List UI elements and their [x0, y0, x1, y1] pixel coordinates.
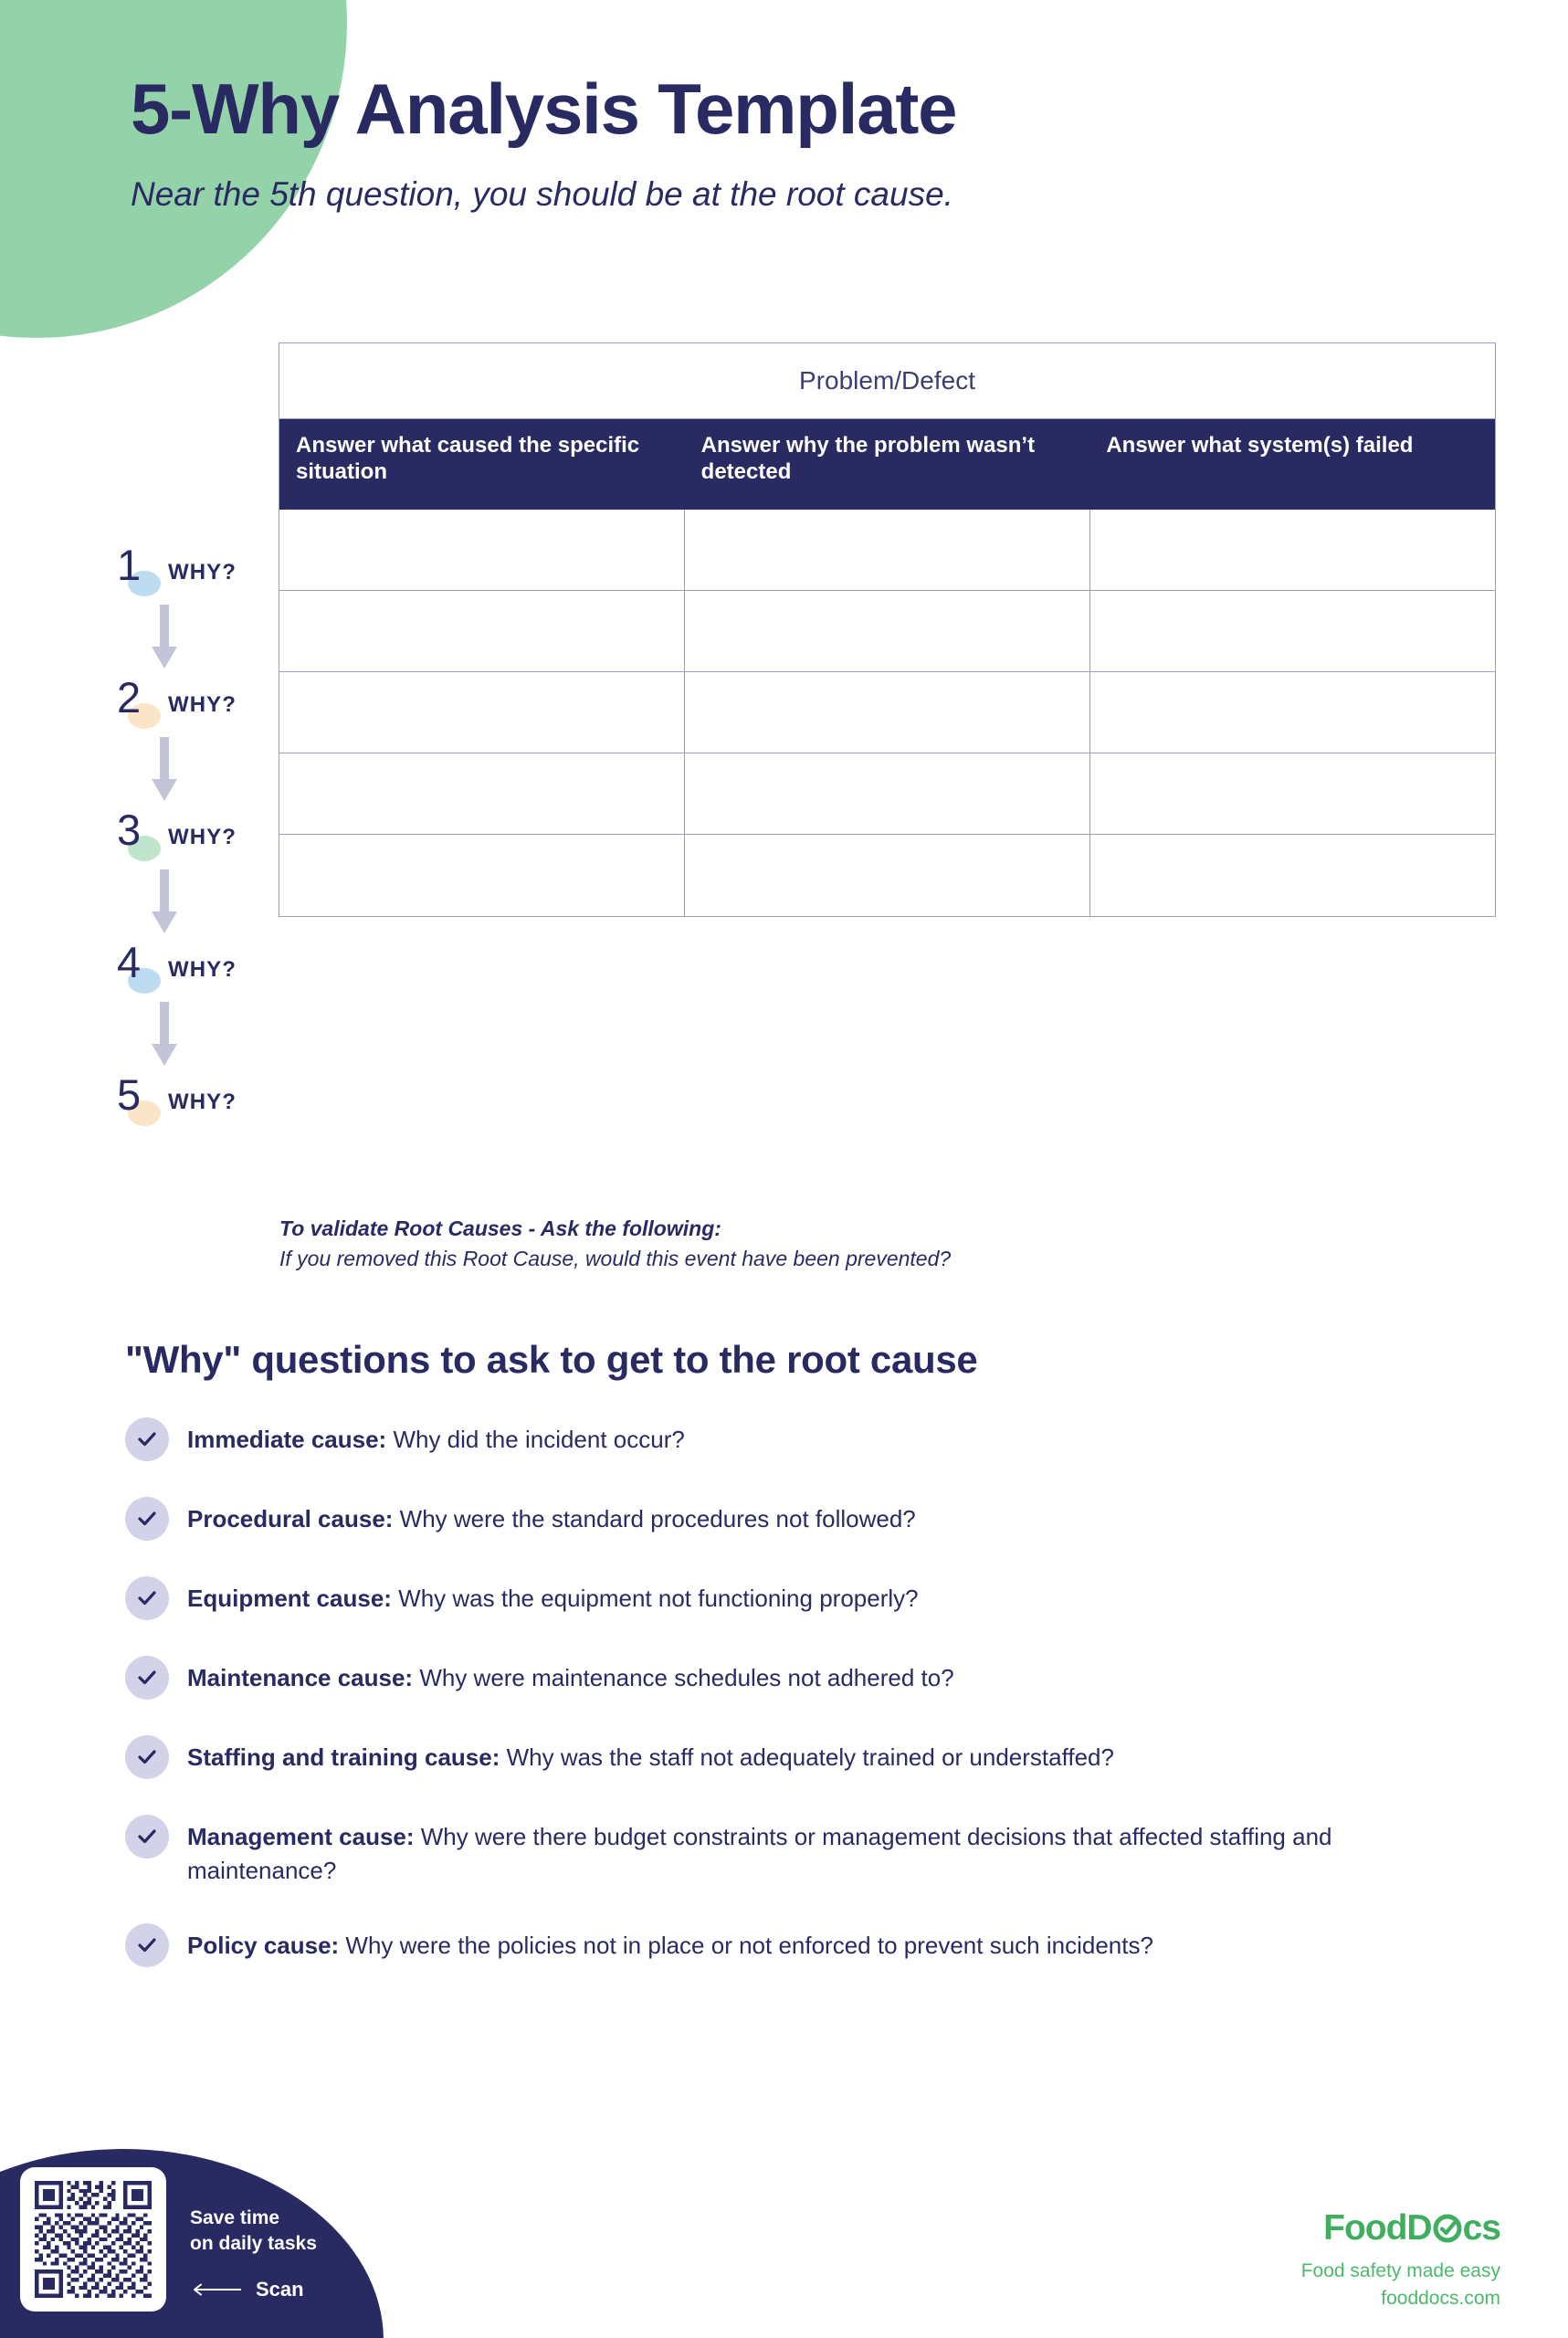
why-label-2: WHY?: [168, 692, 237, 717]
why-number-badge-3: [117, 806, 159, 863]
table-problem-header: [279, 343, 1495, 419]
validate-note: [279, 1214, 951, 1275]
table-row: [279, 835, 1495, 916]
answer-cell[interactable]: [1090, 672, 1495, 753]
why-steps-rail: [117, 541, 274, 1206]
answer-cell[interactable]: [685, 753, 1090, 834]
list-item: [125, 1922, 1477, 1967]
footer-promo-line-1: Save time: [190, 2207, 280, 2228]
logo-check-circle-icon: [1433, 2214, 1462, 2243]
why-step-3: [117, 806, 274, 942]
check-icon: [125, 1656, 169, 1700]
list-item-detail: Why did the incident occur?: [386, 1426, 685, 1453]
validate-note-question: If you removed this Root Cause, would this event have been prevented?: [279, 1247, 952, 1271]
answer-cell[interactable]: [1090, 835, 1495, 916]
footer-promo-line-2: on daily tasks: [190, 2232, 317, 2254]
footer-scan-row: [190, 2278, 317, 2301]
down-arrow-icon-3: [152, 869, 177, 937]
why-number-badge-5: [117, 1070, 159, 1128]
why-number-2: 2: [117, 673, 142, 721]
answer-cell[interactable]: [685, 591, 1090, 671]
why-label-1: WHY?: [168, 560, 237, 584]
fooddocs-logo-part2: cs: [1462, 2208, 1500, 2248]
list-item-text: [187, 1922, 1153, 1963]
list-item-detail: Why were there budget constraints or management decisions that affected staffing and maintenance?: [187, 1823, 1332, 1884]
answer-cell[interactable]: [685, 835, 1090, 916]
table-column-headers: [279, 419, 1495, 510]
column-header-3: Answer what system(s) failed: [1106, 433, 1414, 458]
why-step-4: [117, 938, 274, 1074]
list-item: [125, 1734, 1477, 1779]
why-number-3: 3: [117, 806, 142, 854]
five-why-table: [279, 342, 1496, 917]
down-arrow-icon-1: [152, 605, 177, 672]
list-item-term: Procedural cause:: [187, 1505, 394, 1532]
list-item-detail: Why were the policies not in place or not enforced to prevent such incidents?: [339, 1931, 1153, 1959]
answer-cell[interactable]: [685, 672, 1090, 753]
footer-scan-label: Scan: [256, 2278, 304, 2301]
brand-block: [1301, 2210, 1500, 2313]
why-questions-list: [125, 1416, 1477, 1967]
list-item-text: [187, 1814, 1477, 1888]
brand-url[interactable]: fooddocs.com: [1381, 2288, 1500, 2310]
check-icon: [125, 1735, 169, 1779]
table-problem-header-label: Problem/Defect: [799, 366, 975, 395]
list-item-text: [187, 1734, 1114, 1775]
list-item-term: Management cause:: [187, 1823, 415, 1850]
answer-cell[interactable]: [1090, 510, 1495, 590]
page-title: 5-Why Analysis Template: [131, 68, 957, 149]
answer-cell[interactable]: [1090, 591, 1495, 671]
list-item-text: [187, 1575, 919, 1616]
list-item-term: Staffing and training cause:: [187, 1743, 500, 1771]
list-item: [125, 1416, 1477, 1461]
table-row: [279, 510, 1495, 591]
left-arrow-icon: [190, 2283, 243, 2296]
table-row: [279, 753, 1495, 835]
list-item: [125, 1496, 1477, 1541]
check-icon: [125, 1417, 169, 1461]
list-item-term: Maintenance cause:: [187, 1664, 414, 1691]
check-icon: [125, 1815, 169, 1859]
why-label-4: WHY?: [168, 957, 237, 982]
column-header-1: Answer what caused the specific situation: [296, 433, 640, 485]
list-item: [125, 1575, 1477, 1620]
answer-cell[interactable]: [279, 753, 685, 834]
why-number-badge-2: [117, 673, 159, 731]
list-item-term: Equipment cause:: [187, 1585, 392, 1612]
footer-promo-text: [190, 2206, 317, 2301]
why-step-2: [117, 673, 274, 809]
fooddocs-logo: [1301, 2210, 1500, 2246]
table-row: [279, 672, 1495, 753]
qr-code-icon: [35, 2181, 152, 2298]
answer-cell[interactable]: [1090, 753, 1495, 834]
answer-cell[interactable]: [279, 591, 685, 671]
list-item: [125, 1814, 1477, 1888]
why-label-5: WHY?: [168, 1090, 237, 1114]
list-item-term: Policy cause:: [187, 1931, 340, 1959]
why-step-1: [117, 541, 274, 677]
brand-tagline: Food safety made easy: [1300, 2260, 1500, 2281]
qr-code-card[interactable]: [20, 2167, 166, 2312]
check-icon: [125, 1923, 169, 1967]
list-item-text: [187, 1416, 685, 1457]
column-header-2: Answer why the problem wasn’t detected: [700, 433, 1036, 485]
list-item-text: [187, 1655, 954, 1695]
list-item-detail: Why were the standard procedures not followed?: [393, 1505, 916, 1532]
why-number-badge-4: [117, 938, 159, 995]
down-arrow-icon-4: [152, 1002, 177, 1069]
down-arrow-icon-2: [152, 737, 177, 805]
why-number-5: 5: [117, 1070, 142, 1119]
answer-cell[interactable]: [279, 510, 685, 590]
why-step-5: [117, 1070, 274, 1206]
check-icon: [125, 1497, 169, 1541]
list-item-text: [187, 1496, 916, 1536]
list-item: [125, 1655, 1477, 1700]
page-header: [0, 0, 1568, 215]
list-item-detail: Why was the staff not adequately trained or understaffed?: [500, 1743, 1114, 1771]
answer-cell[interactable]: [279, 835, 685, 916]
check-icon: [125, 1576, 169, 1620]
list-item-detail: Why was the equipment not functioning properly?: [391, 1585, 919, 1612]
answer-cell[interactable]: [685, 510, 1090, 590]
why-number-badge-1: [117, 541, 159, 598]
why-number-4: 4: [117, 938, 142, 986]
table-row: [279, 591, 1495, 672]
answer-cell[interactable]: [279, 672, 685, 753]
list-item-term: Immediate cause:: [187, 1426, 387, 1453]
page-subtitle: Near the 5th question, you should be at the root cause.: [131, 175, 953, 213]
list-item-detail: Why were maintenance schedules not adhered to?: [413, 1664, 954, 1691]
validate-note-title: To validate Root Causes - Ask the following:: [279, 1216, 721, 1240]
why-questions-heading: "Why" questions to ask to get to the root cause: [125, 1338, 978, 1381]
fooddocs-logo-part1: FoodD: [1323, 2208, 1432, 2248]
why-number-1: 1: [117, 541, 142, 589]
why-questions-section: [125, 1338, 1477, 2002]
why-label-3: WHY?: [168, 825, 237, 849]
